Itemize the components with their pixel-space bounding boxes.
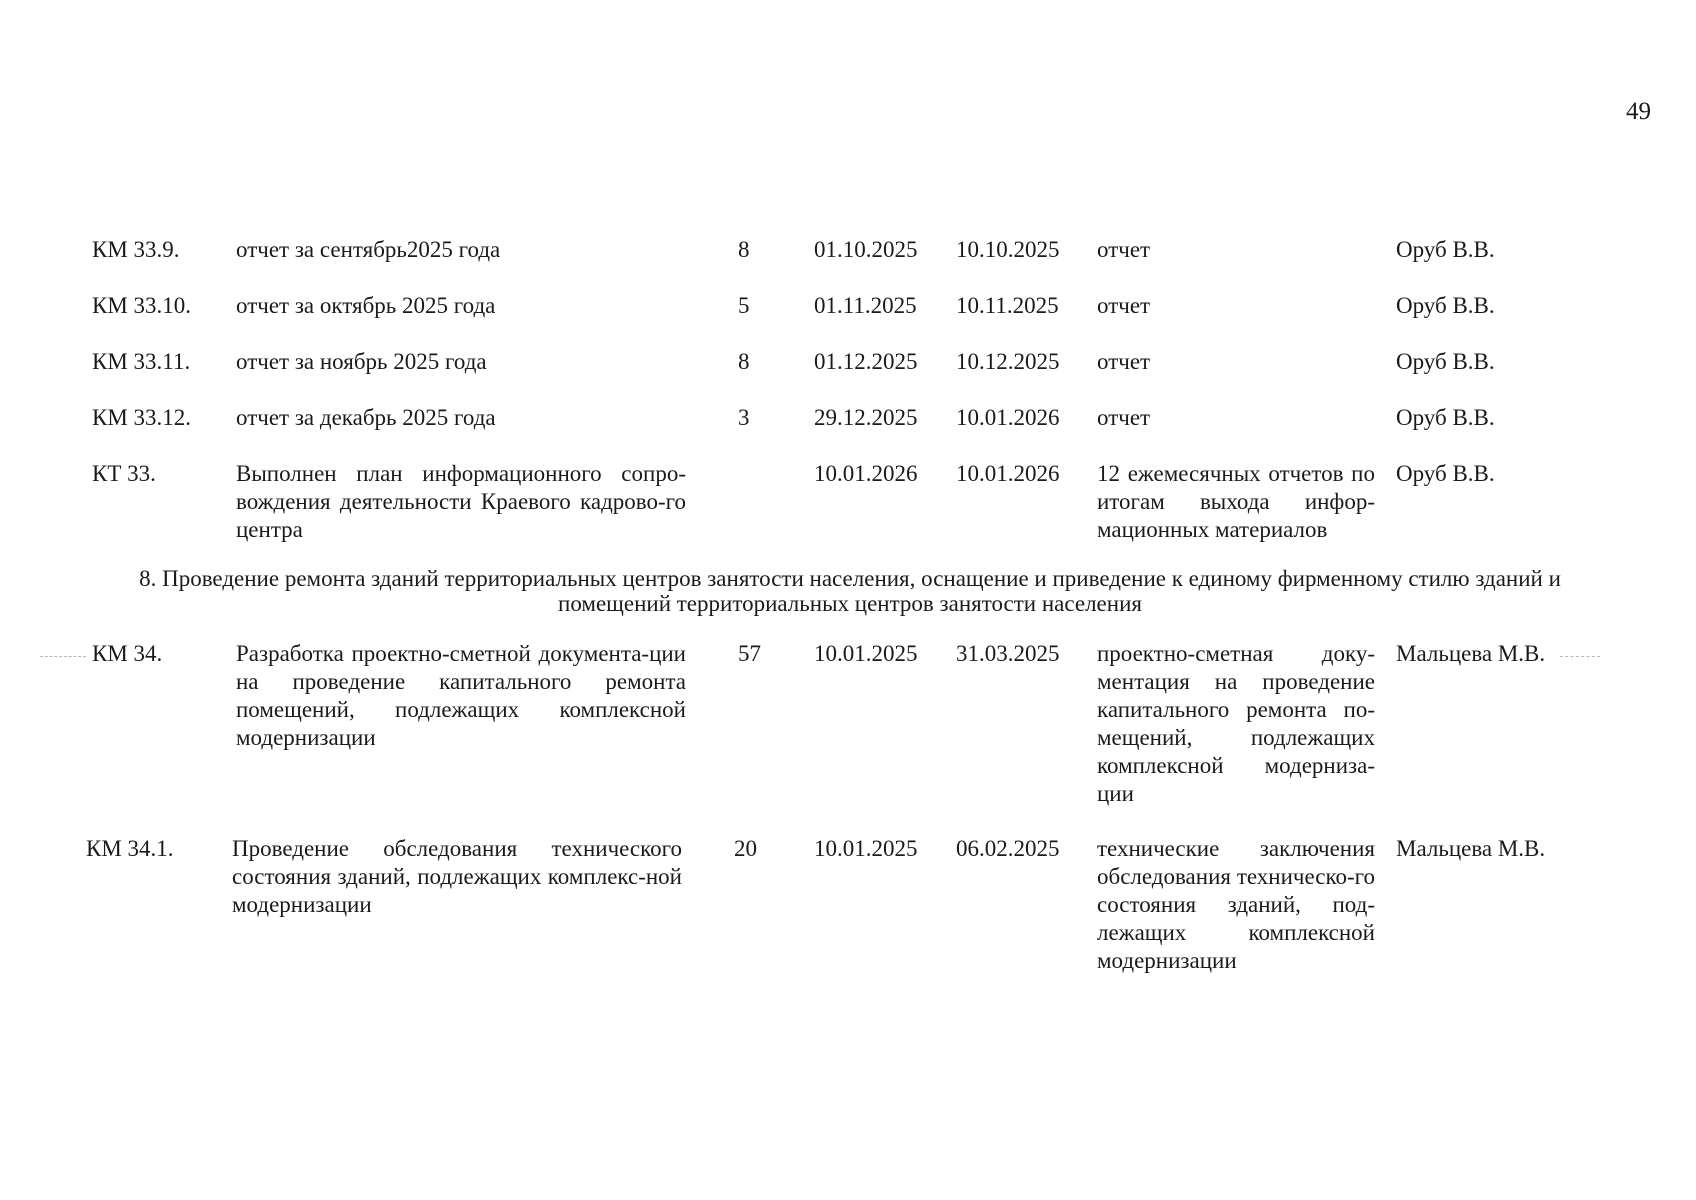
- row-start-date: 29.12.2025: [814, 405, 918, 430]
- section-heading: 8. Проведение ремонта зданий территориальных центров занятости населения, оснащение и приведение к единому фирменному стилю зданий и помещений территориальных центров занятости населения: [139, 566, 1561, 616]
- row-responsible: Оруб В.В.: [1396, 405, 1495, 430]
- row-responsible: Оруб В.В.: [1396, 461, 1495, 486]
- row-name: отчет за сентябрь2025 года: [236, 237, 501, 262]
- row-days: 57: [738, 641, 761, 666]
- row-code: КТ 33.: [92, 461, 156, 486]
- row-responsible: Оруб В.В.: [1396, 349, 1495, 374]
- row-result: отчет: [1097, 405, 1151, 430]
- row-end-date: 06.02.2025: [956, 836, 1060, 861]
- row-end-date: 10.10.2025: [956, 237, 1060, 262]
- row-result: проектно-сметная доку-ментация на проведение капитального ремонта по-мещений, подлежащих комплексной модерниза-ции: [1097, 641, 1375, 806]
- row-start-date: 01.12.2025: [814, 349, 918, 374]
- page-number: 49: [1626, 98, 1651, 125]
- row-responsible: Мальцева М.В.: [1396, 836, 1546, 861]
- row-start-date: 10.01.2025: [814, 641, 918, 666]
- row-name: отчет за октябрь 2025 года: [236, 293, 496, 318]
- row-result: 12 ежемесячных отчетов по итогам выхода инфор-мационных материалов: [1097, 461, 1375, 542]
- row-days: 8: [738, 349, 750, 374]
- row-name: Проведение обследования технического состояния зданий, подлежащих комплекс-ной модернизации: [232, 836, 682, 917]
- row-name: отчет за ноябрь 2025 года: [236, 349, 487, 374]
- row-responsible: Мальцева М.В.: [1396, 641, 1546, 666]
- row-start-date: 10.01.2026: [814, 461, 918, 486]
- row-days: 5: [738, 293, 750, 318]
- row-start-date: 01.10.2025: [814, 237, 918, 262]
- row-name: Разработка проектно-сметной документа-ции на проведение капитального ремонта помещений, подлежащих комплексной модернизации: [236, 641, 686, 750]
- row-start-date: 10.01.2025: [814, 836, 918, 861]
- row-days: 8: [738, 237, 750, 262]
- row-code: КМ 33.11.: [92, 349, 191, 374]
- row-code: КМ 34.: [92, 641, 163, 666]
- row-end-date: 10.01.2026: [956, 461, 1060, 486]
- row-responsible: Оруб В.В.: [1396, 237, 1495, 262]
- row-code: КМ 33.12.: [92, 405, 192, 430]
- row-end-date: 31.03.2025: [956, 641, 1060, 666]
- row-end-date: 10.12.2025: [956, 349, 1060, 374]
- scan-artifact-line: [1560, 656, 1600, 657]
- row-end-date: 10.01.2026: [956, 405, 1060, 430]
- row-code: КМ 34.1.: [86, 836, 174, 861]
- row-result: отчет: [1097, 237, 1151, 262]
- row-start-date: 01.11.2025: [814, 293, 917, 318]
- row-result: технические заключения обследования техническо-го состояния зданий, под-лежащих комплексной модернизации: [1097, 836, 1375, 973]
- row-code: КМ 33.10.: [92, 293, 192, 318]
- row-end-date: 10.11.2025: [956, 293, 1059, 318]
- row-name: отчет за декабрь 2025 года: [236, 405, 496, 430]
- row-name: Выполнен план информационного сопро-вождения деятельности Краевого кадрово-го центра: [236, 461, 686, 542]
- row-responsible: Оруб В.В.: [1396, 293, 1495, 318]
- row-days: 3: [738, 405, 750, 430]
- row-result: отчет: [1097, 349, 1151, 374]
- scan-artifact-line: [40, 656, 86, 657]
- row-days: 20: [734, 836, 757, 861]
- row-code: КМ 33.9.: [92, 237, 180, 262]
- row-result: отчет: [1097, 293, 1151, 318]
